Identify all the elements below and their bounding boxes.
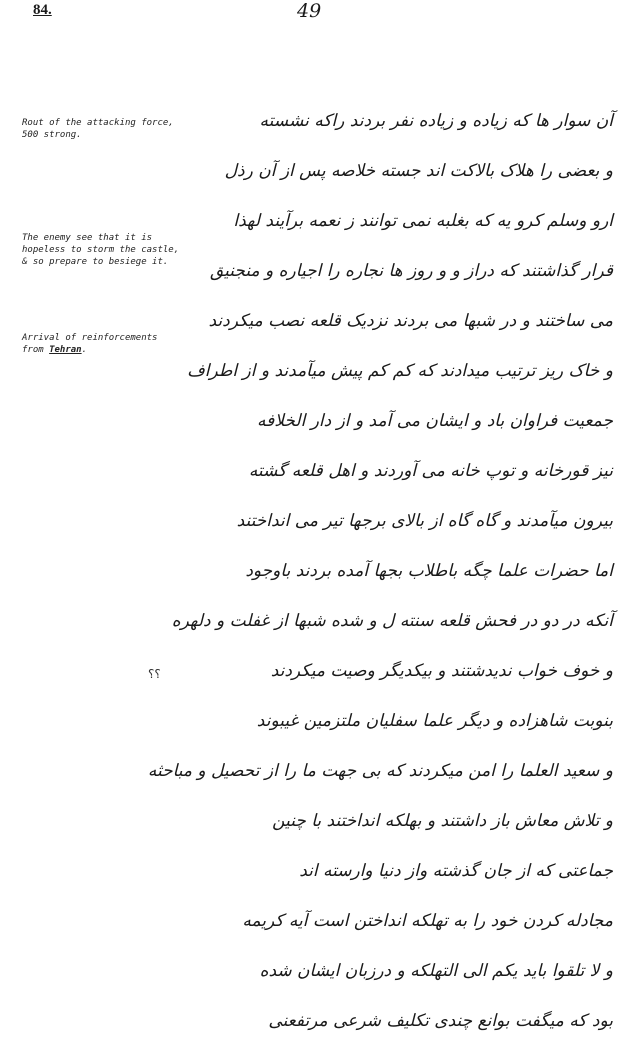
- manuscript-line: و خوف خواب ندیدشتند و بیکدیگر وصیت میکردند: [270, 661, 613, 681]
- margin-note-line: 500 strong.: [22, 130, 82, 140]
- page-number: 49: [297, 0, 322, 22]
- margin-note-line: [22, 344, 212, 356]
- margin-note-line: & so prepare to besiege it.: [22, 257, 169, 267]
- manuscript-line: مجادله کردن خود را به تهلکه انداختن است آیه کریمه: [242, 911, 613, 931]
- margin-note-line: The enemy see that it is: [22, 233, 153, 243]
- margin-note-line: Rout of the attacking force,: [22, 118, 174, 128]
- manuscript-line: قرار گذاشتند که دراز و و روز ها نجاره را اجیاره و منجنیق: [209, 261, 613, 281]
- manuscript-line: و لا تلقوا باید یکم الی التهلکه و درزبان ایشان شده: [259, 961, 613, 981]
- place-name-tehran: Tehran: [49, 345, 82, 355]
- stray-question-marks: ؟؟: [148, 667, 161, 681]
- manuscript-line: و بعضی را هلاک بالاکت اند جسته خلاصه پس از آن رذل: [224, 161, 613, 181]
- margin-note-prefix: from: [22, 345, 50, 355]
- manuscript-line: بیرون میآمدند و گاه گاه از بالای برجها تیر می انداختند: [236, 511, 613, 531]
- manuscript-line: جماعتی که از جان گذشته واز دنیا وارسته اند: [299, 861, 613, 881]
- manuscript-line: نیز قورخانه و توپ خانه می آوردند و اهل قلعه گشته: [248, 461, 613, 481]
- margin-note-line: Arrival of reinforcements: [22, 333, 158, 343]
- margin-note-rout: [22, 117, 212, 141]
- margin-note-besiege: [22, 232, 212, 268]
- left-page-number: 84.: [33, 2, 52, 18]
- manuscript-line: و سعید العلما را امن میکردند که بی جهت ما را از تحصیل و مباحثه: [147, 761, 613, 781]
- manuscript-line: می ساختند و در شبها می بردند نزدیک قلعه نصب میکردند: [208, 311, 613, 331]
- manuscript-line: ارو وسلم کرو یه که بغلبه نمی توانند ز نعمه برآیند لهذا: [233, 211, 613, 231]
- margin-note-line: hopeless to storm the castle,: [22, 245, 180, 255]
- manuscript-line: و تلاش معاش باز داشتند و بهلکه انداختند با چنین: [272, 811, 613, 831]
- manuscript-line: اما حضرات علما چگه باطلاب بجها آمده بردند باوجود: [245, 561, 613, 581]
- manuscript-line: آنکه در دو در فحش قلعه سنته ل و شده شبها از غفلت و دلهره: [171, 611, 613, 631]
- margin-note-suffix: .: [81, 345, 88, 355]
- manuscript-line: بود که میگفت بوانع چندی تکلیف شرعی مرتفعنی: [268, 1011, 613, 1031]
- manuscript-line: جمعیت فراوان باد و ایشان می آمد و از دار الخلافه: [257, 411, 613, 431]
- manuscript-line: بنوبت شاهزاده و دیگر علما سفلیان ملتزمین غیبوند: [256, 711, 613, 731]
- manuscript-line: آن سوار ها که زیاده و زیاده نفر بردند راکه نشسته: [259, 111, 613, 131]
- manuscript-line: و خاک ریز ترتیب میدادند که کم کم پیش میآمدند و از اطراف: [187, 361, 613, 381]
- margin-note-reinforcements: [22, 332, 212, 356]
- persian-body-text: [147, 96, 613, 1046]
